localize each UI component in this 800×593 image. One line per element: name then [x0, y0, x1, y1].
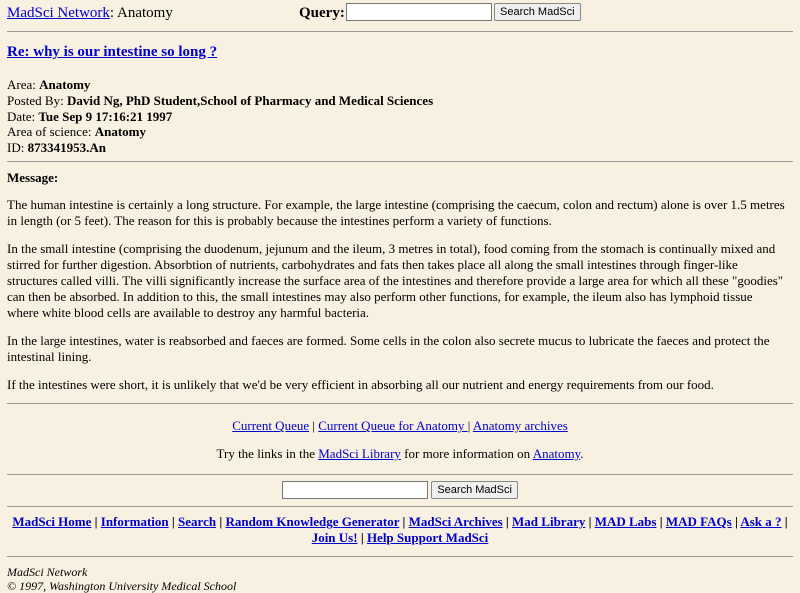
post-title-link[interactable]: Re: why is our intestine so long ? [7, 44, 218, 60]
separator: | [309, 418, 319, 433]
id-row [7, 140, 433, 156]
divider-footer [7, 556, 793, 557]
area-of-science-row [7, 124, 433, 140]
footer-link-information[interactable]: Information [100, 514, 169, 529]
copyright-line2: © 1997, Washington University Medical School [7, 579, 237, 593]
area-row [7, 77, 433, 93]
library-suffix: . [580, 446, 584, 461]
network-title [7, 4, 173, 22]
current-queue-anatomy-link[interactable]: Current Queue for Anatomy [318, 418, 468, 433]
id-label: ID: [7, 140, 25, 156]
bottom-search [0, 481, 800, 499]
posted-by-value: David Ng, PhD Student,School of Pharmacy and Medical Sciences [66, 92, 434, 108]
footer-link-ask[interactable]: Ask a ? [740, 514, 782, 529]
anatomy-topic-link[interactable]: Anatomy [532, 446, 581, 461]
footer-link-madsci-home[interactable]: MadSci Home [12, 514, 92, 529]
bottom-search-button[interactable]: Search MadSci [431, 481, 518, 499]
separator: | [467, 418, 473, 433]
message-paragraph: If the intestines were short, it is unlikely that we'd be very efficient in absorbing all our nutrient and energy requirements from our food. [7, 377, 714, 392]
area-label: Area: [7, 77, 36, 92]
date-label: Date: [7, 108, 36, 124]
message-paragraph: The human intestine is certainly a long structure. For example, the large intestine (comprising the caecum, colon and rectum) alone is over 1.5 metres in length (or 5 feet). The reason for this is probably because the intestines perform a variety of functions. [7, 197, 785, 228]
madsci-library-link[interactable]: MadSci Library [318, 446, 401, 461]
message-paragraph: In the small intestine (comprising the duodenum, jejunum and the ileum, 3 metres in total), food coming from the stomach is continually mixed and stirred for further digestion. Absorbtion of nutrients, carbohydrates and fats then takes place all along the small intestines through finger-like structures called villi. The villi significantly increase the surface area of the intestines and therefore provide a large area for which all these "goodies" can then be absorbed. In addition to this, the small intestines may also perform other functions, for example, the ileum also has lymphoid tissue where white blood cells are available to destroy any harmful bacteria. [7, 241, 784, 320]
area-of-science-label: Area of science: [7, 124, 92, 140]
footer-link-mad-labs[interactable]: MAD Labs [594, 514, 657, 529]
footer-link-random-knowledge[interactable]: Random Knowledge Generator [225, 514, 400, 529]
footer-link-mad-library[interactable]: Mad Library [512, 514, 586, 529]
madsci-network-link[interactable]: MadSci Network [7, 5, 110, 21]
message-paragraph: In the large intestines, water is reabsorbed and faeces are formed. Some cells in the colon also secrete mucus to lubricate the faeces and protect the intestinal lining. [7, 333, 770, 364]
message-body [7, 170, 787, 405]
post-metadata [7, 77, 433, 156]
bottom-query-input[interactable] [282, 481, 428, 499]
posted-by-row [7, 93, 433, 109]
divider-library [7, 474, 793, 475]
anatomy-archives-link[interactable]: Anatomy archives [472, 418, 568, 433]
current-queue-link[interactable]: Current Queue [232, 418, 310, 433]
message-label: Message: [7, 170, 59, 185]
query-label: Query: [299, 5, 345, 21]
library-prefix: Try the links in the [216, 446, 319, 461]
footer-nav: MadSci Home | Information | Search | Random Knowledge Generator | MadSci Archives | Mad Library | MAD Labs | MAD FAQs | Ask a ? | Join Us! | Help Support MadSci [12, 514, 788, 545]
library-middle: for more information on [400, 446, 533, 461]
footer-link-help-support[interactable]: Help Support MadSci [366, 530, 489, 545]
copyright-line1: MadSci Network [7, 565, 88, 579]
queue-links [0, 418, 800, 434]
date-value: Tue Sep 9 17:16:21 1997 [38, 108, 173, 124]
footer-link-search[interactable]: Search [178, 514, 217, 529]
posted-by-label: Posted By: [7, 92, 64, 108]
query-input[interactable] [346, 3, 492, 21]
footer-link-mad-faqs[interactable]: MAD FAQs [665, 514, 732, 529]
date-row [7, 109, 433, 125]
area-of-science-value: Anatomy [94, 124, 146, 140]
top-bar [7, 3, 797, 23]
divider-top [7, 31, 793, 32]
divider-search [7, 506, 793, 507]
library-line [0, 446, 800, 462]
area-value: Anatomy [39, 77, 91, 92]
section-name: : Anatomy [109, 5, 173, 21]
post-title [7, 43, 217, 61]
search-madsci-button[interactable]: Search MadSci [494, 3, 581, 21]
divider-meta [7, 161, 793, 162]
id-value: 873341953.An [27, 140, 106, 156]
divider-message [7, 403, 793, 404]
footer-link-join[interactable]: Join Us! [311, 530, 358, 545]
copyright [7, 565, 236, 593]
footer-link-archives[interactable]: MadSci Archives [408, 514, 503, 529]
